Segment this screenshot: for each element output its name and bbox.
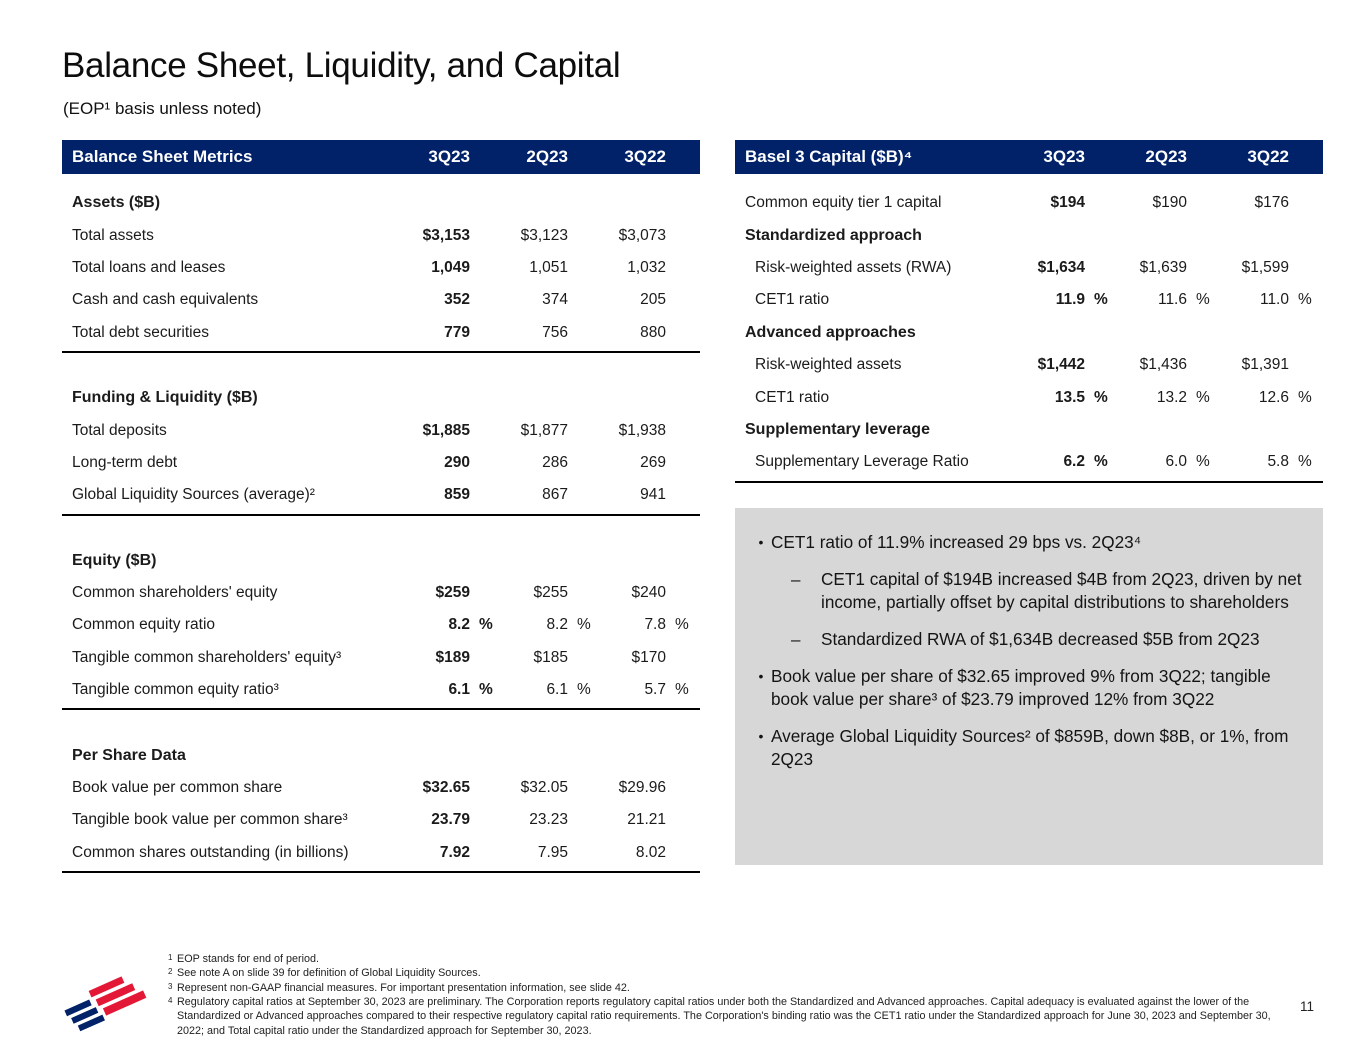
table-row: [62, 609, 700, 641]
table-header: [62, 140, 700, 174]
footnote-marker: 4: [168, 996, 173, 1006]
column-header-2q23: 2Q23: [526, 147, 568, 166]
table-header: [735, 140, 1323, 174]
value-3q22: $1,599: [1241, 258, 1289, 276]
footnote: [168, 981, 1288, 995]
value-3q22: 941: [640, 486, 666, 504]
footnote-text: EOP stands for end of period.: [177, 953, 320, 965]
footnote-text: See note A on slide 39 for definition of Global Liquidity Sources.: [177, 967, 481, 980]
section-heading: [62, 545, 700, 577]
table-row: [62, 284, 700, 316]
section-divider: [62, 871, 700, 873]
value-2q23: 6.1: [546, 681, 568, 699]
row-label: Common equity ratio: [72, 616, 216, 634]
table-row: [62, 837, 700, 869]
value-2q23: 756: [542, 323, 568, 341]
pct-3q23: %: [479, 616, 493, 634]
table-header-title: Basel 3 Capital ($B)⁴: [745, 147, 913, 166]
table-row: [62, 414, 700, 446]
section-per-share-data: [62, 739, 700, 873]
row-label: Total assets: [72, 226, 154, 244]
table-row: [735, 381, 1323, 413]
pct-2q23: %: [577, 616, 591, 634]
row-label: Common shares outstanding (in billions): [72, 843, 349, 861]
column-header-3q22: 3Q22: [1247, 147, 1289, 166]
footnote-marker: 2: [168, 967, 173, 977]
value-3q22: 12.6: [1258, 388, 1289, 406]
table-row: [735, 349, 1323, 381]
footnote: [168, 966, 1288, 980]
pct-3q23: %: [479, 681, 493, 699]
value-3q23: 11.9: [1055, 291, 1085, 309]
value-3q23: $1,442: [1037, 356, 1085, 374]
row-label: Common equity tier 1 capital: [745, 194, 942, 212]
pct-3q23: %: [1094, 291, 1108, 309]
footnote: [168, 952, 1288, 966]
page-title: Balance Sheet, Liquidity, and Capital: [62, 46, 621, 85]
value-3q22: 21.21: [627, 811, 666, 829]
table-row: [62, 219, 700, 251]
value-2q23: 6.0: [1165, 453, 1187, 471]
pct-2q23: %: [1196, 388, 1210, 406]
footnotes: [168, 952, 1288, 1038]
dash-icon: –: [791, 630, 801, 649]
value-3q22: 880: [640, 323, 666, 341]
table-row: [62, 804, 700, 836]
pct-2q23: %: [1196, 453, 1210, 471]
table-row: [62, 642, 700, 674]
section-heading-label: Advanced approaches: [745, 323, 916, 341]
value-3q22: 11.0: [1259, 291, 1289, 309]
section-divider: [62, 708, 700, 710]
pct-3q22: %: [675, 616, 689, 634]
sub-bullet-text: Standardized RWA of $1,634B decreased $5B from 2Q23: [821, 629, 1260, 649]
value-3q23: $3,153: [422, 226, 470, 244]
value-3q23: 6.2: [1063, 453, 1085, 471]
value-3q22: $1,938: [618, 421, 666, 439]
table-row: [735, 252, 1323, 284]
value-3q23: 1,049: [431, 258, 470, 276]
bullet-text: Book value per share of $32.65 improved 9% from 3Q22; tangible book value per share³ of $23.79 improved 12% from 3Q22: [771, 666, 1271, 709]
value-3q23: 7.92: [439, 843, 470, 861]
row-label: Risk-weighted assets (RWA): [755, 258, 952, 276]
value-3q23: 290: [444, 453, 470, 471]
sub-bullet-item: [789, 628, 1305, 651]
section-heading-label: Per Share Data: [72, 746, 186, 764]
value-2q23: $185: [533, 648, 568, 666]
value-2q23: 8.2: [546, 616, 568, 634]
row-label: Supplementary Leverage Ratio: [755, 453, 969, 471]
flag-icon: [62, 972, 150, 1034]
bullet-text: CET1 ratio of 11.9% increased 29 bps vs. 2Q23⁴: [771, 532, 1142, 552]
page-subtitle: (EOP¹ basis unless noted): [63, 99, 262, 118]
section-heading-label: Supplementary leverage: [745, 420, 930, 438]
value-2q23: 11.6: [1157, 291, 1187, 309]
value-3q22: $29.96: [618, 779, 666, 797]
value-3q22: 5.8: [1267, 453, 1289, 471]
row-label: Total loans and leases: [72, 258, 226, 276]
value-3q22: 1,032: [627, 258, 666, 276]
column-header-3q23: 3Q23: [1043, 147, 1085, 166]
value-3q22: 7.8: [644, 616, 666, 634]
value-3q23: 13.5: [1054, 388, 1085, 406]
value-3q23: 6.1: [448, 681, 470, 699]
value-3q22: $170: [631, 648, 666, 666]
pct-2q23: %: [1196, 291, 1210, 309]
table-row: [62, 772, 700, 804]
value-2q23: 7.95: [537, 843, 568, 861]
value-2q23: 374: [542, 291, 568, 309]
value-3q22: 8.02: [635, 843, 666, 861]
balance-sheet-metrics-table: [62, 140, 700, 873]
value-3q23: $189: [435, 648, 470, 666]
row-label: CET1 ratio: [755, 388, 830, 406]
row-label: Risk-weighted assets: [755, 356, 902, 374]
section-heading: [735, 219, 1323, 251]
pct-3q22: %: [1298, 291, 1312, 309]
value-3q23: 23.79: [431, 811, 470, 829]
column-header-2q23: 2Q23: [1145, 147, 1187, 166]
value-3q22: $240: [631, 584, 666, 602]
footnote-marker: 3: [168, 981, 173, 991]
bank-of-america-logo-icon: [62, 972, 150, 1034]
value-2q23: $1,639: [1139, 258, 1187, 276]
section-assets: [62, 187, 700, 353]
row-label: Total deposits: [72, 421, 167, 439]
value-2q23: $1,436: [1139, 356, 1187, 374]
value-2q23: 23.23: [529, 811, 568, 829]
dash-icon: –: [791, 570, 801, 589]
footnote-marker: 1: [168, 953, 173, 962]
table-header-title: Balance Sheet Metrics: [72, 147, 253, 166]
footnote-text: Represent non-GAAP financial measures. For important presentation information, see slide 42.: [177, 981, 630, 994]
section-divider: [62, 351, 700, 353]
section-heading: [735, 414, 1323, 446]
value-3q23: $32.65: [422, 779, 470, 797]
table-row: [62, 577, 700, 609]
value-2q23: $1,877: [520, 421, 568, 439]
value-3q23: $259: [435, 584, 470, 602]
sub-bullet-item: [789, 568, 1305, 614]
value-3q23: 779: [444, 323, 470, 341]
section-funding-liquidity: [62, 382, 700, 516]
bullet-text: Average Global Liquidity Sources² of $859B, down $8B, or 1%, from 2Q23: [771, 726, 1289, 769]
table-row: [62, 252, 700, 284]
row-label: CET1 ratio: [755, 291, 830, 309]
row-label: Common shareholders' equity: [72, 584, 278, 602]
section-heading: [62, 739, 700, 771]
section-heading: [62, 187, 700, 219]
pct-2q23: %: [577, 681, 591, 699]
sub-bullet-text: CET1 capital of $194B increased $4B from 2Q23, driven by net income, partially offset by capital distributions to shareholders: [821, 569, 1302, 612]
column-header-3q22: 3Q22: [624, 147, 666, 166]
row-label: Book value per common share: [72, 779, 283, 797]
value-2q23: 286: [542, 453, 568, 471]
value-3q22: 5.7: [644, 681, 666, 699]
value-3q23: 859: [444, 486, 470, 504]
section-heading-label: Equity ($B): [72, 551, 157, 569]
bullet-icon: •: [758, 728, 764, 744]
value-2q23: $32.05: [520, 779, 568, 797]
section-divider: [735, 481, 1323, 483]
value-3q22: $176: [1254, 194, 1289, 212]
table-row: [62, 674, 700, 706]
highlights-box: [735, 508, 1323, 865]
section-equity: [62, 545, 700, 711]
pct-3q22: %: [1298, 388, 1312, 406]
value-3q23: $1,885: [422, 421, 470, 439]
value-3q22: $1,391: [1241, 356, 1289, 374]
bullet-item: [751, 725, 1305, 771]
value-3q23: 8.2: [448, 616, 470, 634]
page-number: 11: [1300, 999, 1315, 1014]
row-label: Long-term debt: [72, 453, 178, 471]
bullet-icon: •: [758, 668, 764, 684]
value-2q23: 1,051: [529, 258, 568, 276]
table-row: [62, 317, 700, 349]
table-row: [735, 284, 1323, 316]
value-3q23: 352: [444, 291, 470, 309]
footnote-text: Regulatory capital ratios at September 30, 2023 are preliminary. The Corporation reports regulatory capital ratios under both the Standardized and Advanced approaches. Capital adequacy is evaluated against the lower of the Standardized or Advanced approaches compared to their respective regulatory capital ratio requirements. The Corporation's binding ratio was the CET1 ratio under the Standardized approach for June 30, 2023 and September 30, 2022; and Total capital ratio under the Standardized approach for September 30, 2023.: [177, 996, 1271, 1037]
row-label: Global Liquidity Sources (average)²: [72, 486, 315, 504]
pct-3q23: %: [1094, 388, 1108, 406]
value-2q23: 13.2: [1156, 388, 1187, 406]
section-heading: [735, 317, 1323, 349]
row-label: Tangible common shareholders' equity³: [72, 648, 342, 666]
value-3q22: 205: [640, 291, 666, 309]
pct-3q22: %: [1298, 453, 1312, 471]
value-3q23: $194: [1050, 194, 1085, 212]
section-heading-label: Standardized approach: [745, 226, 922, 244]
table-row: [62, 479, 700, 511]
bullet-item: [751, 531, 1305, 554]
value-2q23: $190: [1152, 194, 1187, 212]
bullet-item: [751, 665, 1305, 711]
pct-3q23: %: [1094, 453, 1108, 471]
table-row: [735, 187, 1323, 219]
row-label: Tangible common equity ratio³: [72, 681, 279, 699]
value-3q22: $3,073: [618, 226, 666, 244]
footnote: [168, 995, 1288, 1038]
table-row: [62, 447, 700, 479]
section-divider: [62, 514, 700, 516]
basel-3-capital-table: [735, 140, 1323, 483]
value-2q23: $3,123: [520, 226, 568, 244]
pct-3q22: %: [675, 681, 689, 699]
value-2q23: 867: [542, 486, 568, 504]
table-row: [735, 446, 1323, 478]
section-heading-label: Assets ($B): [72, 194, 161, 212]
value-3q22: 269: [640, 453, 666, 471]
column-header-3q23: 3Q23: [428, 147, 470, 166]
value-3q23: $1,634: [1037, 258, 1085, 276]
row-label: Tangible book value per common share³: [72, 811, 348, 829]
row-label: Total debt securities: [72, 323, 209, 341]
bullet-icon: •: [758, 534, 764, 550]
section-heading: [62, 382, 700, 414]
row-label: Cash and cash equivalents: [72, 291, 259, 309]
section-heading-label: Funding & Liquidity ($B): [72, 389, 258, 407]
value-2q23: $255: [533, 584, 568, 602]
